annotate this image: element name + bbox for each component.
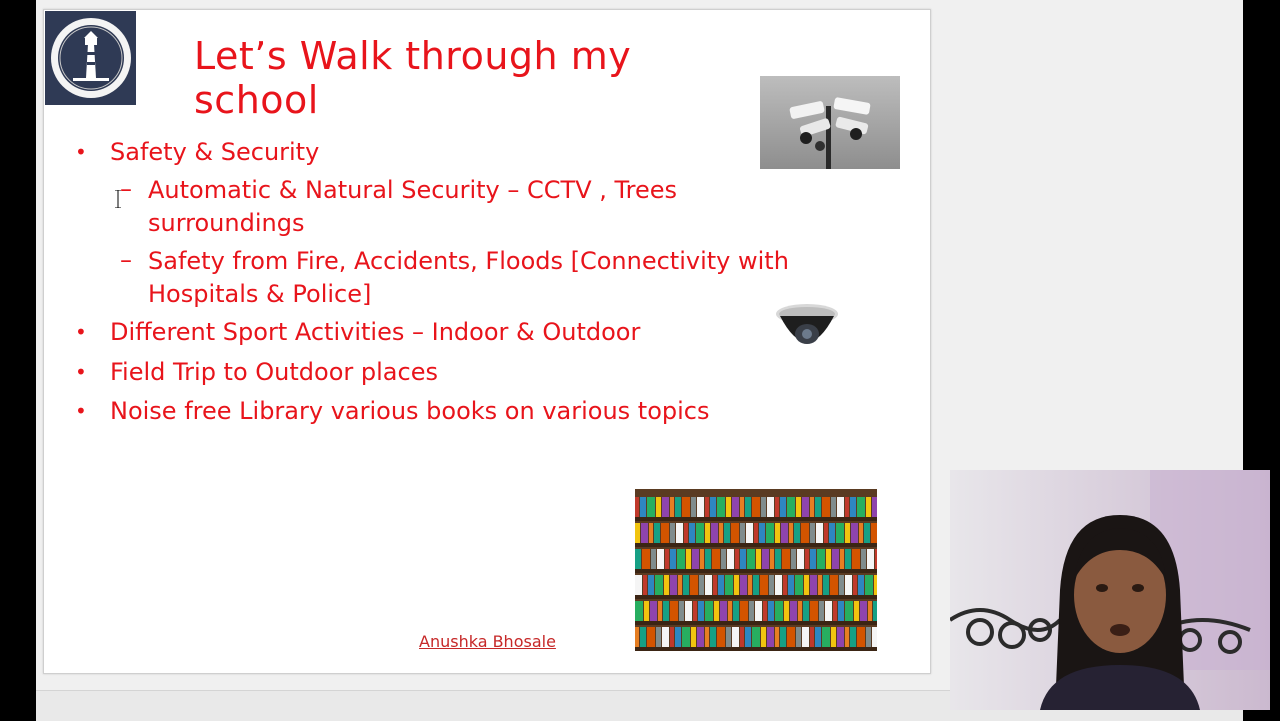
lighthouse-icon [49, 16, 133, 100]
sub-bullet-line: Automatic & Natural Security – CCTV , Trees [148, 176, 678, 204]
bullet-item: Noise free Library various books on various topics [110, 397, 710, 425]
bullet-item: Different Sport Activities – Indoor & Outdoor [110, 318, 641, 346]
bullet-dot: • [75, 320, 87, 344]
bullet-dot: • [75, 399, 87, 423]
sub-bullet-line: Safety from Fire, Accidents, Floods [Connectivity with [148, 247, 789, 275]
slide-title: Let’s Walk through my school [194, 34, 632, 122]
library-bookshelf-image [635, 489, 877, 651]
bullet-dot: • [75, 360, 87, 384]
sub-bullet-line: Hospitals & Police] [148, 280, 372, 308]
bullet-dot: • [75, 140, 87, 164]
sub-bullet-line: surroundings [148, 209, 305, 237]
bullet-item: Safety & Security [110, 138, 320, 166]
author-name: Anushka Bhosale [419, 632, 556, 651]
presenter-webcam-feed [950, 470, 1270, 710]
bullet-item: Field Trip to Outdoor places [110, 358, 438, 386]
dome-camera-image [774, 300, 840, 356]
sub-bullet-dash: – [120, 175, 132, 203]
sub-bullet-dash: – [120, 246, 132, 274]
text-cursor-icon [115, 190, 121, 208]
cctv-cameras-image [760, 76, 900, 169]
school-logo [45, 11, 136, 105]
slide-canvas[interactable] [43, 9, 931, 674]
